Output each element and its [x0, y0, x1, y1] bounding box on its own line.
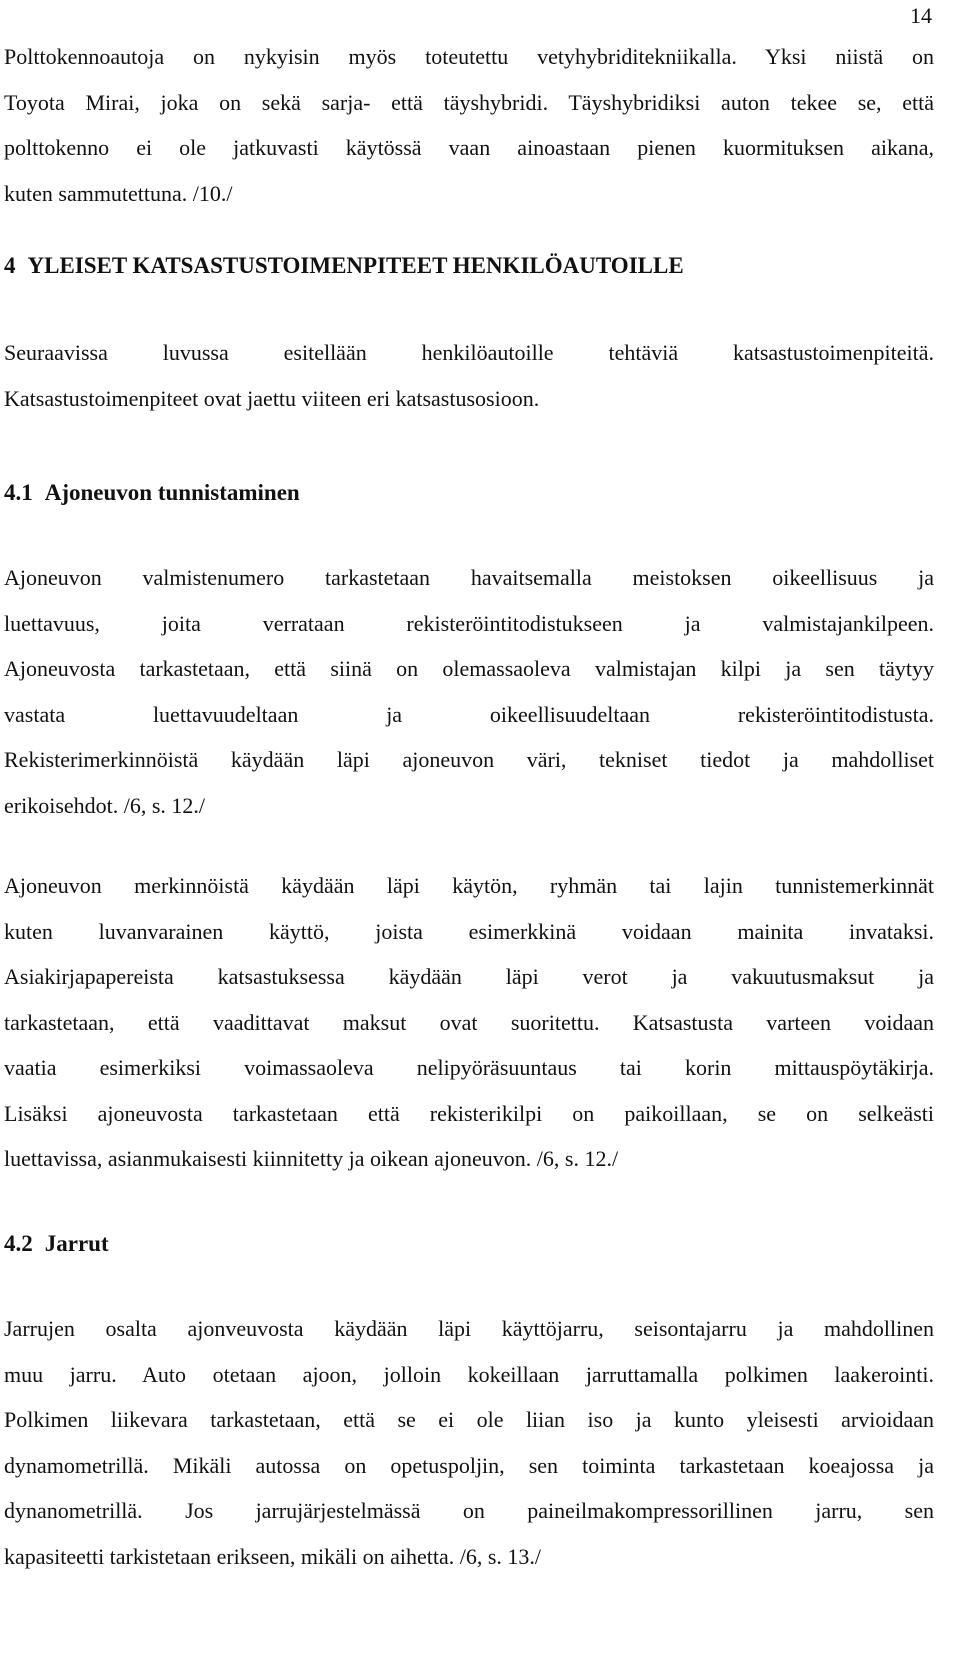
text-line: Ajoneuvosta tarkastetaan, että siinä on olemassaoleva valmistajan kilpi ja sen täytyy [4, 656, 934, 681]
section-title: Jarrut [44, 1231, 109, 1256]
section-heading-4-1 [4, 477, 934, 509]
text-line: Polkimen liikevara tarkastetaan, että se ei ole liian iso ja kunto yleisesti arvioidaan [4, 1407, 934, 1432]
text-line: Rekisterimerkinnöistä käydään läpi ajoneuvon väri, tekniset tiedot ja mahdolliset [4, 747, 934, 772]
text-line: Katsastustoimenpiteet ovat jaettu viiteen eri katsastusosioon. [4, 385, 540, 411]
text-line: luettavuus, joita verrataan rekisteröintitodistukseen ja valmistajankilpeen. [4, 610, 934, 636]
section-number: 4.1 [4, 480, 33, 505]
text-line: kuten sammutettuna. /10./ [4, 180, 233, 206]
text-line: Polttokennoautoja on nykyisin myös toteutettu vetyhybriditekniikalla. Yksi niistä on [4, 44, 934, 69]
text-line: dynamometrillä. Mikäli autossa on opetuspoljin, sen toiminta tarkastetaan koeajossa ja [4, 1452, 934, 1478]
chapter-number: 4 [4, 253, 16, 278]
text-line: luettavissa, asianmukaisesti kiinnitetty ja oikean ajoneuvon. /6, s. 12./ [4, 1146, 619, 1171]
text-line: polttokenno ei ole jatkuvasti käytössä vaan ainoastaan pienen kuormituksen aikana, [4, 135, 934, 160]
text-line: dynanometrillä. Jos jarrujärjestelmässä on paineilmakompressorillinen jarru, sen [4, 1498, 934, 1523]
text-line: vastata luettavuudeltaan ja oikeellisuudeltaan rekisteröintitodistusta. [4, 701, 934, 727]
section-heading-4-2 [4, 1228, 934, 1260]
text-line: erikoisehdot. /6, s. 12./ [4, 792, 206, 818]
text-line: kapasiteetti tarkistetaan erikseen, mikäli on aihetta. /6, s. 13./ [4, 1543, 542, 1569]
text-line: Jarrujen osalta ajonveuvosta käydään läpi käyttöjarru, seisontajarru ja mahdollinen [4, 1316, 934, 1341]
page-number: 14 [910, 3, 932, 28]
chapter-intro-paragraph [4, 330, 934, 421]
intro-paragraph [4, 34, 934, 216]
section-number: 4.2 [4, 1231, 33, 1256]
text-line: Ajoneuvon merkinnöistä käydään läpi käytön, ryhmän tai lajin tunnistemerkinnät [4, 873, 934, 898]
section-4-1-paragraph-2 [4, 863, 934, 1182]
text-line: tarkastetaan, että vaadittavat maksut ovat suoritettu. Katsastusta varteen voidaan [4, 1009, 934, 1035]
text-line: Seuraavissa luvussa esitellään henkilöautoille tehtäviä katsastustoimenpiteitä. [4, 340, 934, 365]
section-title: Ajoneuvon tunnistaminen [44, 480, 300, 505]
text-line: vaatia esimerkiksi voimassaoleva nelipyöräsuuntaus tai korin mittauspöytäkirja. [4, 1055, 934, 1080]
text-line: muu jarru. Auto otetaan ajoon, jolloin kokeillaan jarruttamalla polkimen laakerointi. [4, 1361, 934, 1387]
text-line: Lisäksi ajoneuvosta tarkastetaan että rekisterikilpi on paikoillaan, se on selkeästi [4, 1100, 934, 1126]
text-line: Toyota Mirai, joka on sekä sarja- että täyshybridi. Täyshybridiksi auton tekee se, että [4, 89, 934, 115]
chapter-heading [4, 250, 934, 282]
text-line: kuten luvanvarainen käyttö, joista esimerkkinä voidaan mainita invataksi. [4, 918, 934, 944]
section-4-2-paragraph-1 [4, 1306, 934, 1579]
text-line: Asiakirjapapereista katsastuksessa käydään läpi verot ja vakuutusmaksut ja [4, 964, 934, 989]
section-4-1-paragraph-1 [4, 555, 934, 828]
chapter-title: YLEISET KATSASTUSTOIMENPITEET HENKILÖAUTOILLE [27, 253, 684, 278]
text-line: Ajoneuvon valmistenumero tarkastetaan havaitsemalla meistoksen oikeellisuus ja [4, 565, 934, 590]
